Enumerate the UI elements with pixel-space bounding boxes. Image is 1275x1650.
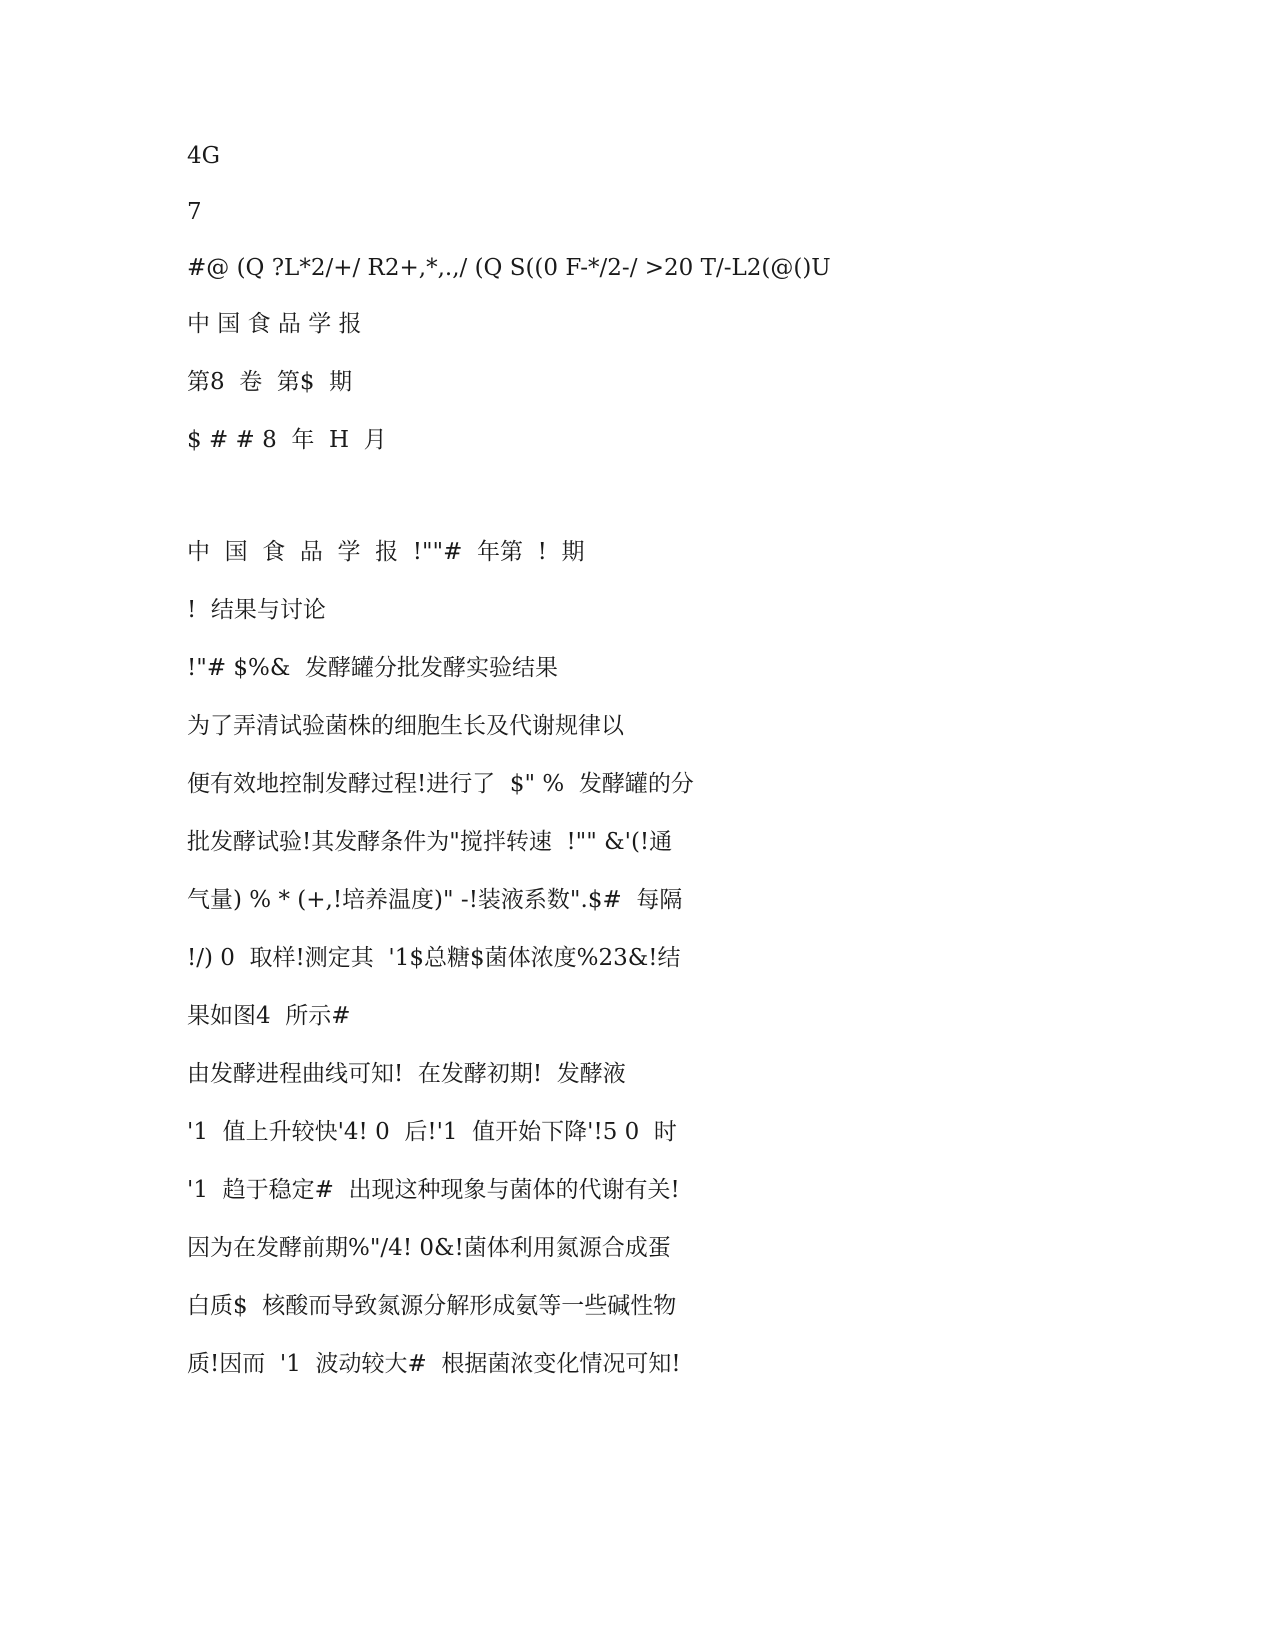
body-line: 气量) % * (+,!培养温度)" -!装液系数".$# 每隔 <box>187 887 683 913</box>
header-code-1: 4G <box>187 143 221 169</box>
body-line: !/) 0 取样!测定其 '1$总糖$菌体浓度%23&!结 <box>187 945 681 971</box>
body-line: 批发酵试验!其发酵条件为"搅拌转速 !"" &'(!通 <box>187 829 673 855</box>
body-line: '1 趋于稳定# 出现这种现象与菌体的代谢有关! <box>187 1177 680 1203</box>
body-line: 果如图4 所示# <box>187 1003 351 1029</box>
body-line: 便有效地控制发酵过程!进行了 $" % 发酵罐的分 <box>187 771 694 797</box>
running-head: 中 国 食 品 学 报 !""# 年第 ! 期 <box>187 539 585 565</box>
journal-date: $ # # 8 年 H 月 <box>187 427 387 453</box>
header-english-title: #@ (Q ?L*2/+/ R2+,*,.,/ (Q S((0 F-*/2-/ >20 T/-L2(@()U <box>187 255 831 281</box>
body-line: 质!因而 '1 波动较大# 根据菌浓变化情况可知! <box>187 1351 681 1377</box>
body-line: '1 值上升较快'4! 0 后!'1 值开始下降'!5 0 时 <box>187 1119 677 1145</box>
body-line: 为了弄清试验菌株的细胞生长及代谢规律以 <box>187 713 624 739</box>
body-line: 因为在发酵前期%"/4! 0&!菌体利用氮源合成蛋 <box>187 1235 671 1261</box>
body-line: 由发酵进程曲线可知! 在发酵初期! 发酵液 <box>187 1061 626 1087</box>
subsection-heading: !"# $%& 发酵罐分批发酵实验结果 <box>187 655 558 681</box>
journal-volume: 第8 卷 第$ 期 <box>187 369 353 395</box>
section-heading: ! 结果与讨论 <box>187 597 326 623</box>
body-line: 白质$ 核酸而导致氮源分解形成氨等一些碱性物 <box>187 1293 677 1319</box>
header-code-2: 7 <box>187 199 202 225</box>
journal-name: 中 国 食 品 学 报 <box>187 311 362 337</box>
